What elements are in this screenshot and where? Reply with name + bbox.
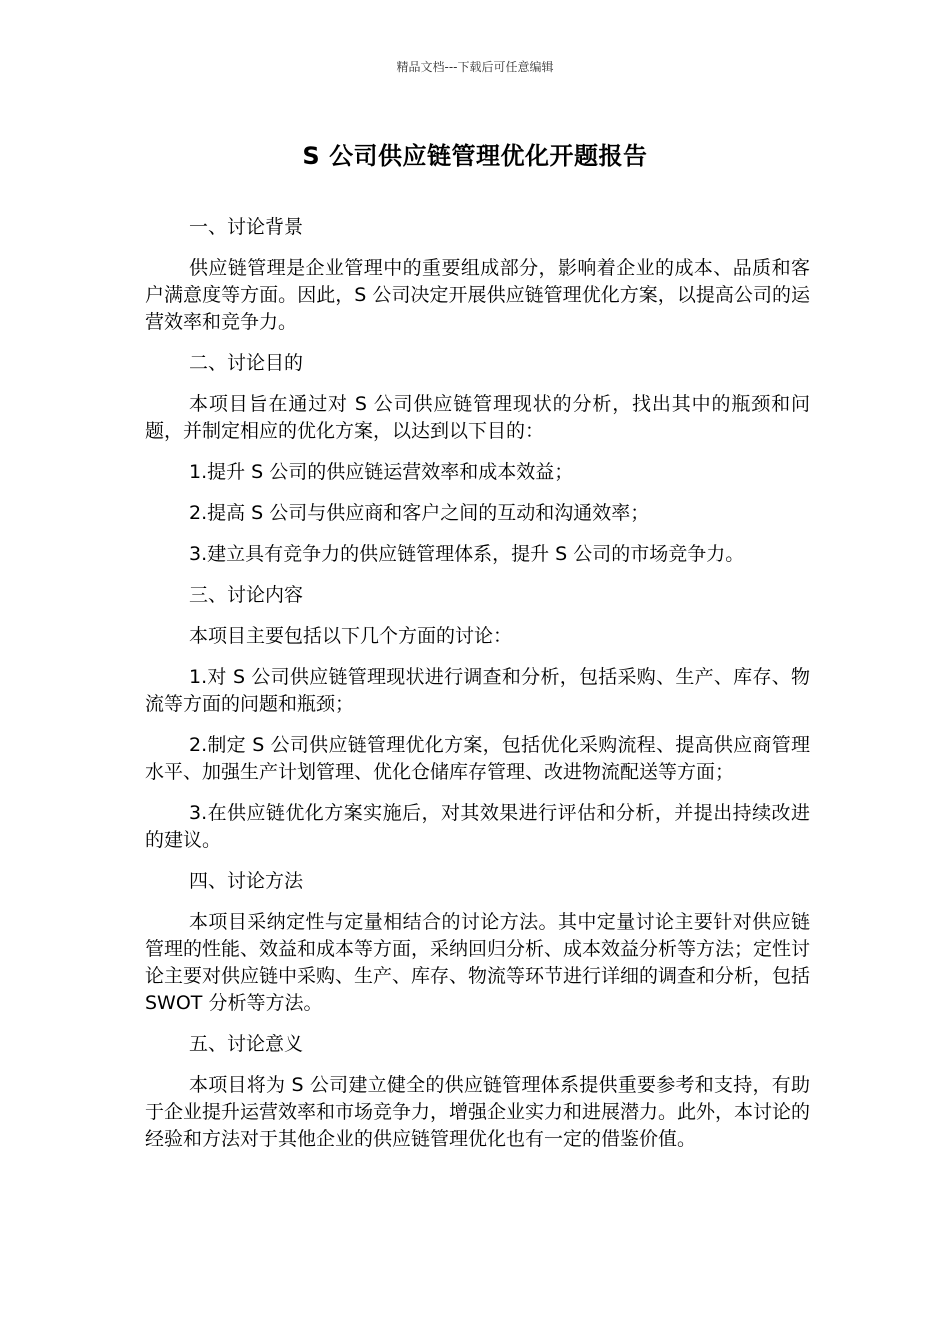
- paragraph-method: 本项目采纳定性与定量相结合的讨论方法。其中定量讨论主要针对供应链管理的性能、效益和成本等方面，采纳回归分析、成本效益分析等方法；定性讨论主要对供应链中采购、生产、库存、物流等环节进行详细的调查和分析，包括 SWOT 分析等方法。: [145, 911, 811, 1014]
- section-heading-content: 三、讨论内容: [189, 584, 304, 606]
- section-heading-objective: 二、讨论目的: [189, 352, 304, 374]
- paragraph-content-intro: 本项目主要包括以下几个方面的讨论：: [189, 625, 513, 647]
- paragraph-significance: 本项目将为 S 公司建立健全的供应链管理体系提供重要参考和支持，有助于企业提升运营效率和市场竞争力，增强企业实力和进展潜力。此外，本讨论的经验和方法对于其他企业的供应链管理优化也有一定的借鉴价值。: [145, 1074, 811, 1150]
- section-heading-significance: 五、讨论意义: [189, 1033, 304, 1055]
- document-title: S 公司供应链管理优化开题报告: [302, 142, 648, 170]
- list-item-objective-3: 3.建立具有竞争力的供应链管理体系，提升 S 公司的市场竞争力。: [189, 543, 745, 565]
- list-item-objective-2: 2.提高 S 公司与供应商和客户之间的互动和沟通效率；: [189, 502, 650, 524]
- paragraph-background: 供应链管理是企业管理中的重要组成部分，影响着企业的成本、品质和客户满意度等方面。因此，S 公司决定开展供应链管理优化方案，以提高公司的运营效率和竞争力。: [145, 257, 810, 333]
- document-body: [145, 214, 810, 1167]
- section-heading-method: 四、讨论方法: [189, 870, 304, 892]
- paragraph-objective-intro: 本项目旨在通过对 S 公司供应链管理现状的分析，找出其中的瓶颈和问题，并制定相应的优化方案，以达到以下目的：: [145, 393, 810, 442]
- list-item-objective-1: 1.提升 S 公司的供应链运营效率和成本效益；: [189, 461, 574, 483]
- section-heading-background: 一、讨论背景: [189, 216, 304, 238]
- list-item-content-2: 2.制定 S 公司供应链管理优化方案，包括优化采购流程、提高供应商管理水平、加强生产计划管理、优化仓储库存管理、改进物流配送等方面；: [145, 734, 810, 783]
- list-item-content-3: 3.在供应链优化方案实施后，对其效果进行评估和分析，并提出持续改进的建议。: [145, 802, 810, 851]
- list-item-content-1: 1.对 S 公司供应链管理现状进行调查和分析，包括采购、生产、库存、物流等方面的问题和瓶颈；: [145, 666, 810, 715]
- page-header-note: 精品文档---下载后可任意编辑: [396, 60, 554, 74]
